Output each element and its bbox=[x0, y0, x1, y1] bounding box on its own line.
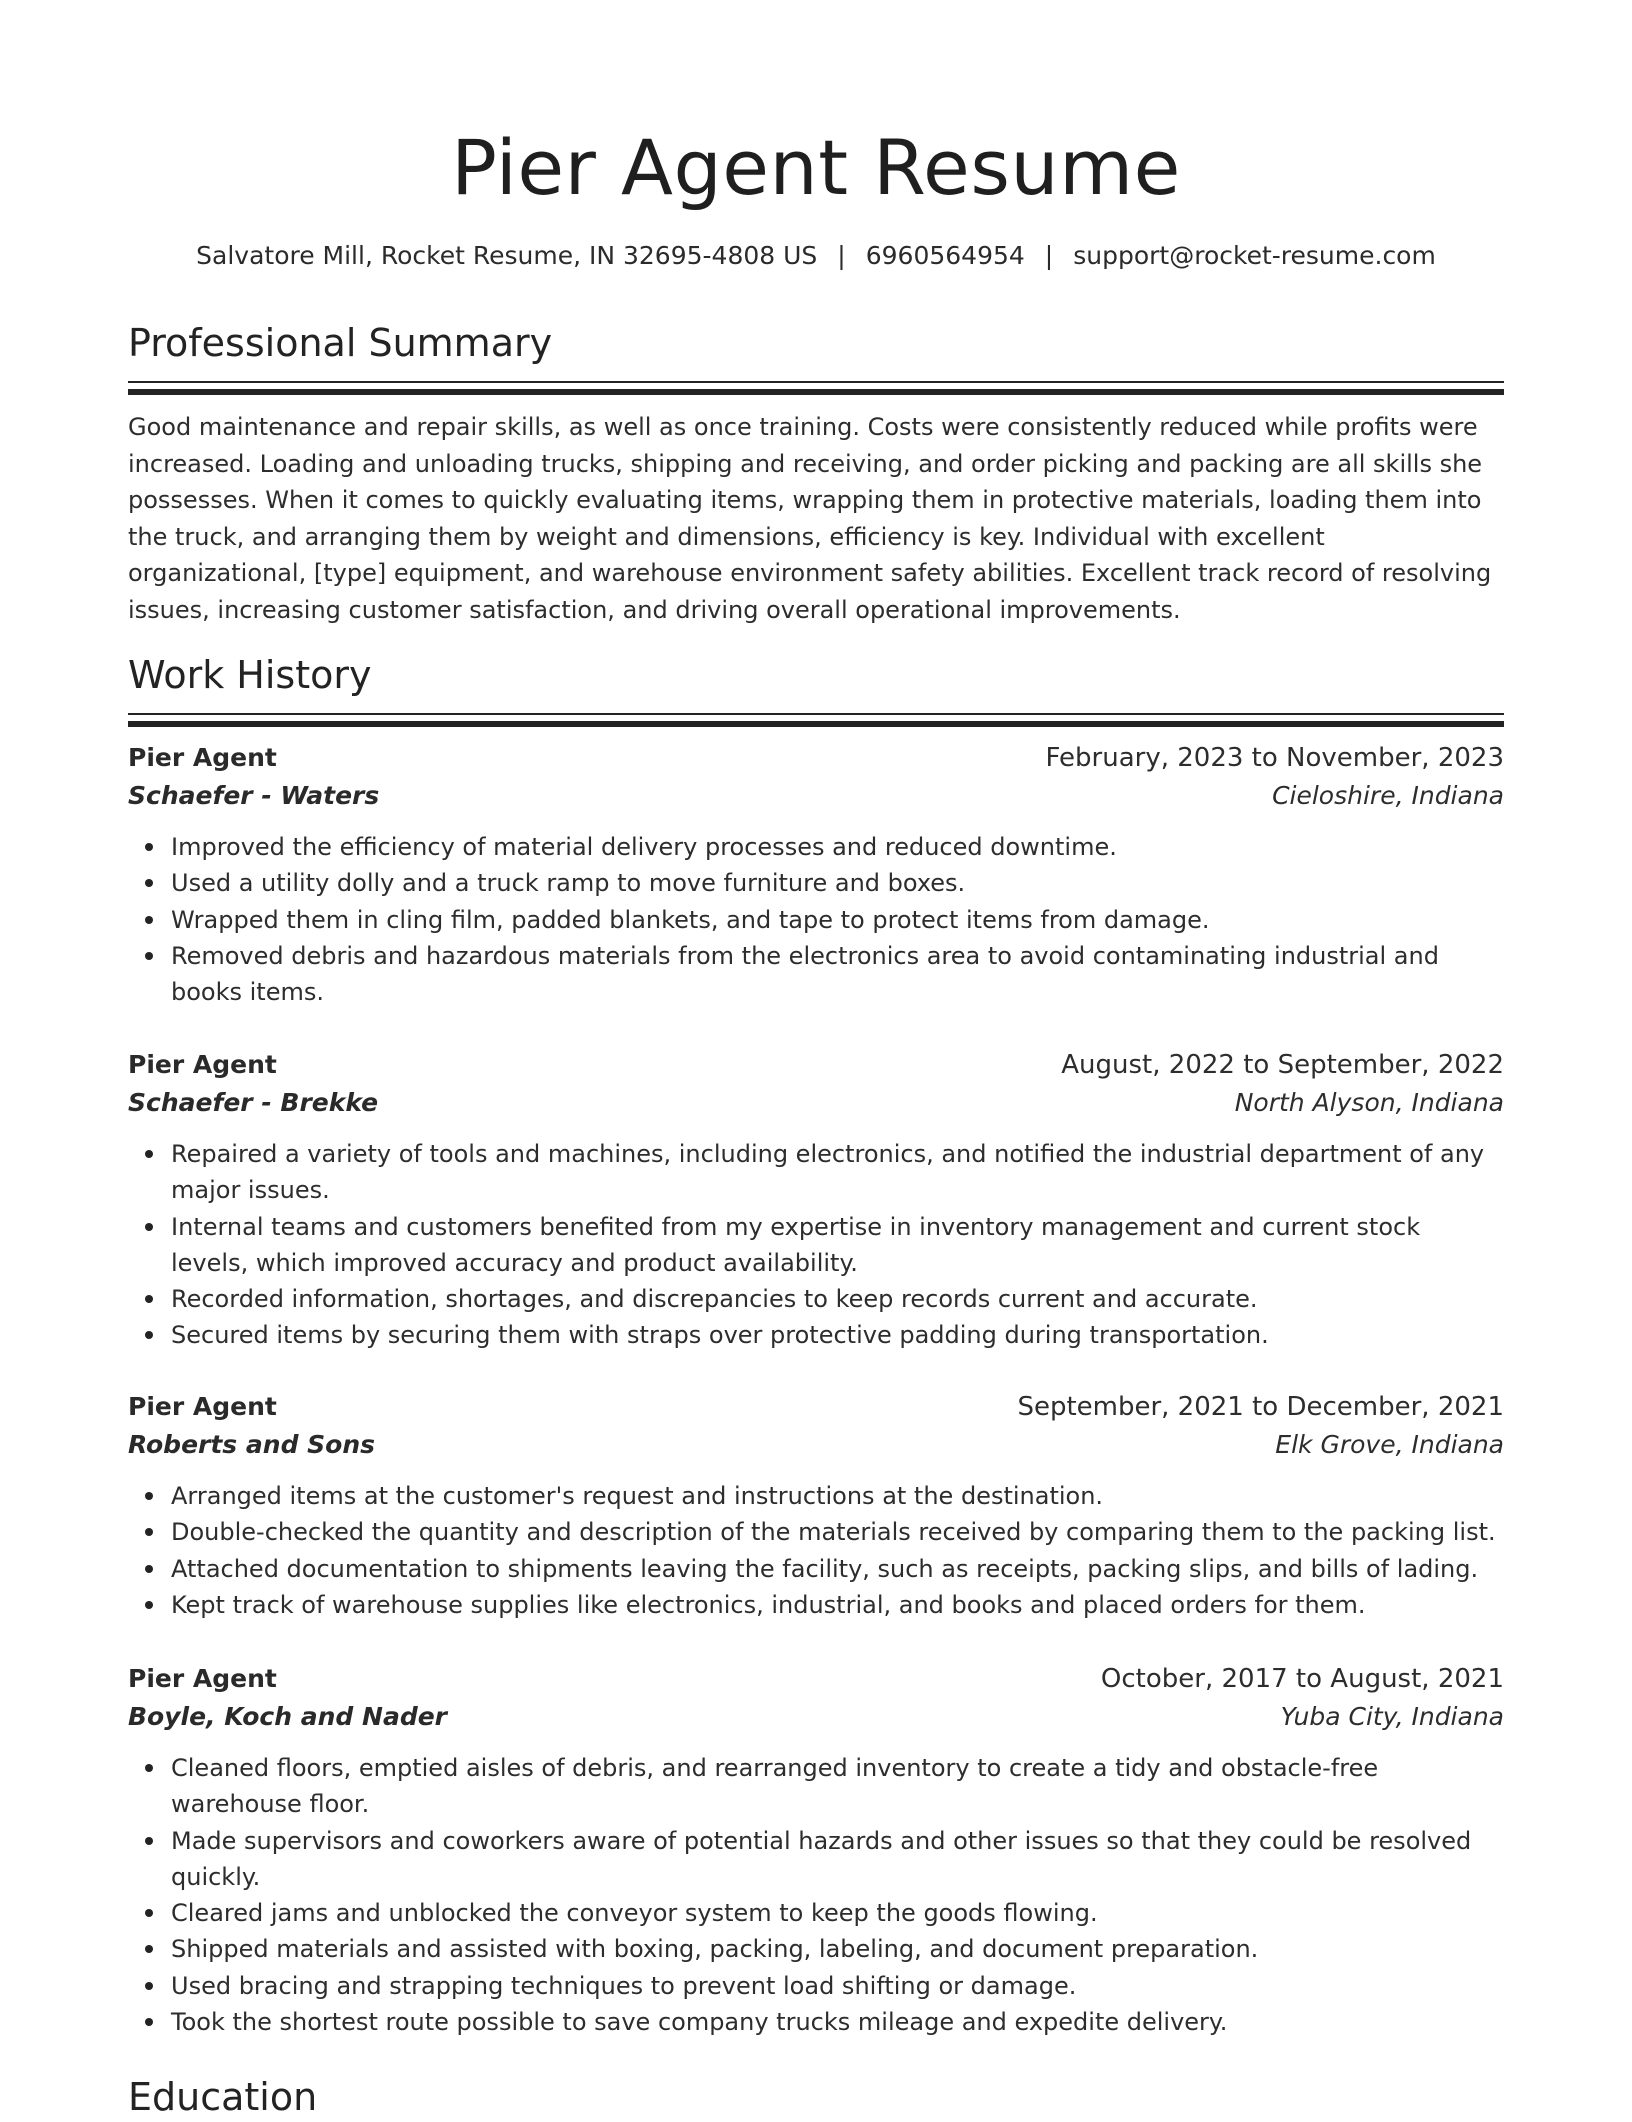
list-item: Attached documentation to shipments leaving the facility, such as receipts, packing slips, and bills of lading. bbox=[171, 1551, 1504, 1587]
list-item: Repaired a variety of tools and machines, including electronics, and notified the industrial department of any major issues. bbox=[171, 1136, 1504, 1209]
job-dates: October, 2017 to August, 2021 bbox=[1100, 1664, 1504, 1694]
list-item: Arranged items at the customer's request and instructions at the destination. bbox=[171, 1478, 1504, 1514]
list-item: Made supervisors and coworkers aware of potential hazards and other issues so that they could be resolved quickly. bbox=[171, 1823, 1504, 1896]
list-item: Improved the efficiency of material delivery processes and reduced downtime. bbox=[171, 829, 1504, 865]
company-name: Roberts and Sons bbox=[128, 1430, 376, 1459]
company-name: Schaefer - Waters bbox=[128, 781, 380, 810]
job-bullets bbox=[128, 1136, 1504, 1354]
summary-text: Good maintenance and repair skills, as well as once training. Costs were consistently reduced while profits were increased. Loading and unloading trucks, shipping and receiving, and order picking and packing are all skills she possesses. When it comes to quickly evaluating items, wrapping them in protective materials, loading them into the truck, and arranging them by weight and dimensions, efficiency is key. Individual with excellent organizational, [type] equipment, and warehouse environment safety abilities. Excellent track record of resolving issues, increasing customer satisfaction, and driving overall operational improvements. bbox=[128, 413, 1492, 624]
education-section bbox=[128, 2072, 1504, 2122]
contact-line bbox=[128, 238, 1504, 274]
section-heading: Work History bbox=[128, 653, 372, 697]
professional-summary-section bbox=[128, 318, 1504, 628]
section-heading: Education bbox=[128, 2075, 318, 2119]
job-entry bbox=[128, 1388, 1504, 1623]
section-divider bbox=[128, 381, 1504, 395]
job-location: Cieloshire, Indiana bbox=[1272, 781, 1504, 810]
section-heading: Professional Summary bbox=[128, 321, 553, 365]
job-title: Pier Agent bbox=[128, 1392, 277, 1421]
resume-title: Pier Agent Resume bbox=[451, 123, 1181, 212]
company-name: Boyle, Koch and Nader bbox=[128, 1702, 447, 1731]
job-dates: February, 2023 to November, 2023 bbox=[1045, 743, 1504, 773]
job-location: Elk Grove, Indiana bbox=[1275, 1430, 1504, 1459]
job-location: North Alyson, Indiana bbox=[1234, 1088, 1504, 1117]
contact-address: Salvatore Mill, Rocket Resume, IN 32695-4808 US bbox=[196, 241, 818, 270]
list-item: Used a utility dolly and a truck ramp to move furniture and boxes. bbox=[171, 865, 1504, 901]
list-item: Used bracing and strapping techniques to prevent load shifting or damage. bbox=[171, 1968, 1504, 2004]
list-item: Cleaned floors, emptied aisles of debris, and rearranged inventory to create a tidy and obstacle-free warehouse floor. bbox=[171, 1750, 1504, 1823]
contact-email: support@rocket-resume.com bbox=[1073, 241, 1436, 270]
contact-phone: 6960564954 bbox=[865, 241, 1025, 270]
job-bullets bbox=[128, 829, 1504, 1010]
company-name: Schaefer - Brekke bbox=[128, 1088, 379, 1117]
contact-separator: | bbox=[1044, 241, 1054, 270]
job-entry bbox=[128, 1660, 1504, 2040]
list-item: Cleared jams and unblocked the conveyor system to keep the goods flowing. bbox=[171, 1895, 1504, 1931]
contact-separator: | bbox=[837, 241, 846, 270]
job-entry bbox=[128, 1046, 1504, 1354]
work-history-section bbox=[128, 650, 1504, 727]
job-bullets bbox=[128, 1478, 1504, 1623]
section-divider bbox=[128, 713, 1504, 727]
list-item: Shipped materials and assisted with boxing, packing, labeling, and document preparation. bbox=[171, 1931, 1504, 1967]
list-item: Internal teams and customers benefited from my expertise in inventory management and current stock levels, which improved accuracy and product availability. bbox=[171, 1209, 1504, 1282]
job-title: Pier Agent bbox=[128, 1664, 277, 1693]
job-bullets bbox=[128, 1750, 1504, 2040]
job-title: Pier Agent bbox=[128, 743, 277, 772]
job-entry bbox=[128, 739, 1504, 1010]
list-item: Took the shortest route possible to save company trucks mileage and expedite delivery. bbox=[171, 2004, 1504, 2040]
list-item: Secured items by securing them with straps over protective padding during transportation. bbox=[171, 1317, 1504, 1353]
list-item: Recorded information, shortages, and discrepancies to keep records current and accurate. bbox=[171, 1281, 1504, 1317]
list-item: Kept track of warehouse supplies like electronics, industrial, and books and placed orders for them. bbox=[171, 1587, 1504, 1623]
list-item: Double-checked the quantity and description of the materials received by comparing them to the packing list. bbox=[171, 1514, 1504, 1550]
job-dates: September, 2021 to December, 2021 bbox=[1017, 1392, 1504, 1422]
job-title: Pier Agent bbox=[128, 1050, 277, 1079]
list-item: Removed debris and hazardous materials from the electronics area to avoid contaminating industrial and books items. bbox=[171, 938, 1504, 1011]
list-item: Wrapped them in cling film, padded blankets, and tape to protect items from damage. bbox=[171, 902, 1504, 938]
job-location: Yuba City, Indiana bbox=[1280, 1702, 1504, 1731]
job-dates: August, 2022 to September, 2022 bbox=[1061, 1050, 1504, 1080]
